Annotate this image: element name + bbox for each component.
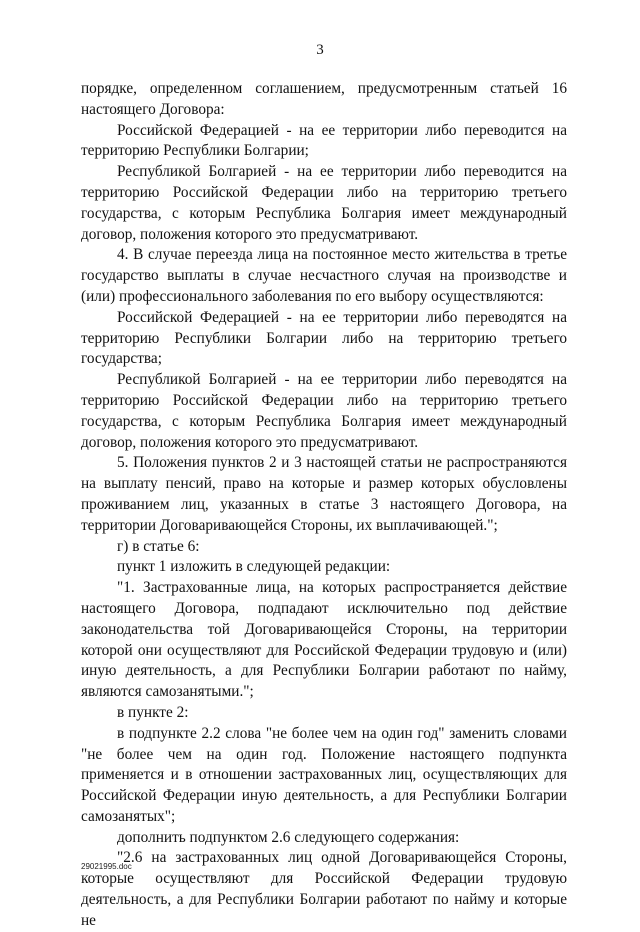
page-number: 3: [316, 42, 324, 58]
paragraph: дополнить подпунктом 2.6 следующего содержания:: [117, 828, 460, 846]
paragraph: пункт 1 изложить в следующей редакции:: [117, 558, 391, 576]
file-name-footer: 29021995.doc: [81, 862, 132, 871]
paragraph: в пункте 2:: [117, 703, 189, 721]
paragraph: Республикой Болгарией - на ее территории либо переводится на территорию Российской Федерации либо на территорию третьего государства, с которым Республика Болгария имеет международный договор, положения которого это предусматривают.: [81, 163, 567, 243]
paragraph: Российской Федерацией - на ее территории либо переводятся на территорию Республики Болгарии либо на территорию третьего государства;: [81, 308, 567, 368]
paragraph: в подпункте 2.2 слова "не более чем на один год" заменить словами "не более чем на один год. Положение настоящего подпункта применяется и в отношении застрахованных лиц, осуществляющих для Российской Федерации иную деятельность, а для Республики Болгарии самозанятых";: [81, 724, 567, 825]
paragraph: г) в статье 6:: [117, 537, 200, 555]
paragraph: Российской Федерацией - на ее территории либо переводится на территорию Республики Болгарии;: [81, 121, 567, 160]
paragraph: Республикой Болгарией - на ее территории либо переводятся на территорию Российской Федерации либо на территорию третьего государства, с которым Республика Болгария имеет международный договор, положения которого это предусматривают.: [81, 371, 567, 451]
paragraph: 4. В случае переезда лица на постоянное место жительства в третье государство выплаты в случае несчастного случая на производстве и (или) профессионального заболевания по его выбору осуществляются:: [81, 246, 567, 305]
paragraph: "2.6 на застрахованных лиц одной Договаривающейся Стороны, которые осуществляют для Российской Федерации трудовую деятельность, а для Республики Болгарии работают по найму и которые не: [81, 849, 567, 929]
paragraph: порядке, определенном соглашением, предусмотренным статьей 16 настоящего Договора:: [81, 80, 567, 118]
document-body: [81, 79, 567, 932]
paragraph: 5. Положения пунктов 2 и 3 настоящей статьи не распространяются на выплату пенсий, право на которые и размер которых обусловлены проживанием лиц, указанных в статье 3 настоящего Договора, на территории Договаривающейся Стороны, их выплачивающей.";: [81, 454, 567, 534]
paragraph: "1. Застрахованные лица, на которых распространяется действие настоящего Договора, подпадают исключительно под действие законодательства той Договаривающейся Стороны, на территории которой они осуществляют для Российской Федерации трудовую и (или) иную деятельность, а для Республики Болгарии работают по найму, являются самозанятыми.";: [81, 579, 567, 701]
